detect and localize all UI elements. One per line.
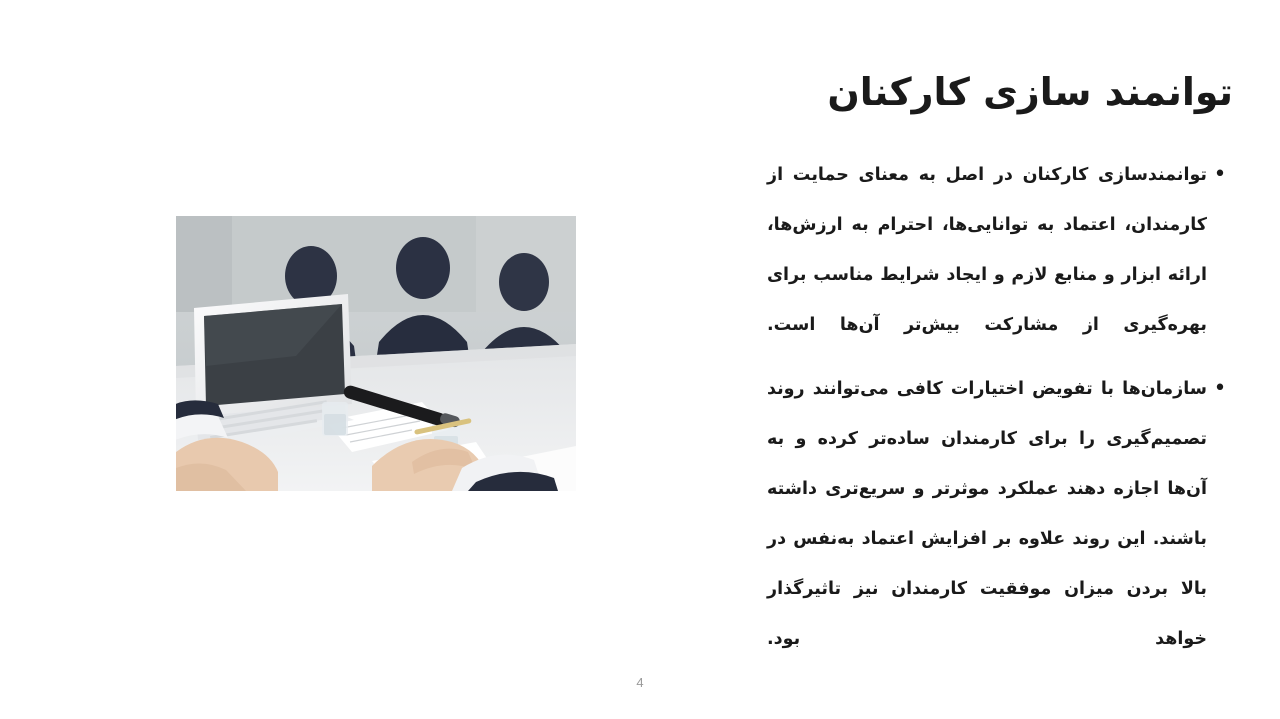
bullet-marker-icon: • [1213,162,1227,187]
slide-body [233,150,1233,678]
bullet-marker-icon: • [1213,376,1227,401]
bullet-item [233,150,1233,350]
bullet-item [233,364,1233,664]
page-number: 4 [636,675,644,690]
bullet-text-2: سازمان‌ها با تفویض اختیارات کافی می‌توانند روند تصمیم‌گیری را برای کارمندان ساده‌تر کرده و به آن‌ها اجازه دهند عملکرد موثرتر و سریع‌تری داشته باشند. این روند علاوه بر افزایش اعتماد به‌نفس در بالا بردن میزان موفقیت کارمندان نیز تاثیرگذار خواهد بود. [767,379,1207,649]
bullet-text-1: توانمندسازی کارکنان در اصل به معنای حمایت از کارمندان، اعتماد به توانایی‌ها، احترام به ارزش‌ها، ارائه ابزار و منابع لازم و ایجاد شرایط مناسب برای بهره‌گیری از مشارکت بیش‌تر آن‌ها است. [767,165,1207,335]
page-title: توانمند سازی کارکنان [827,70,1233,115]
